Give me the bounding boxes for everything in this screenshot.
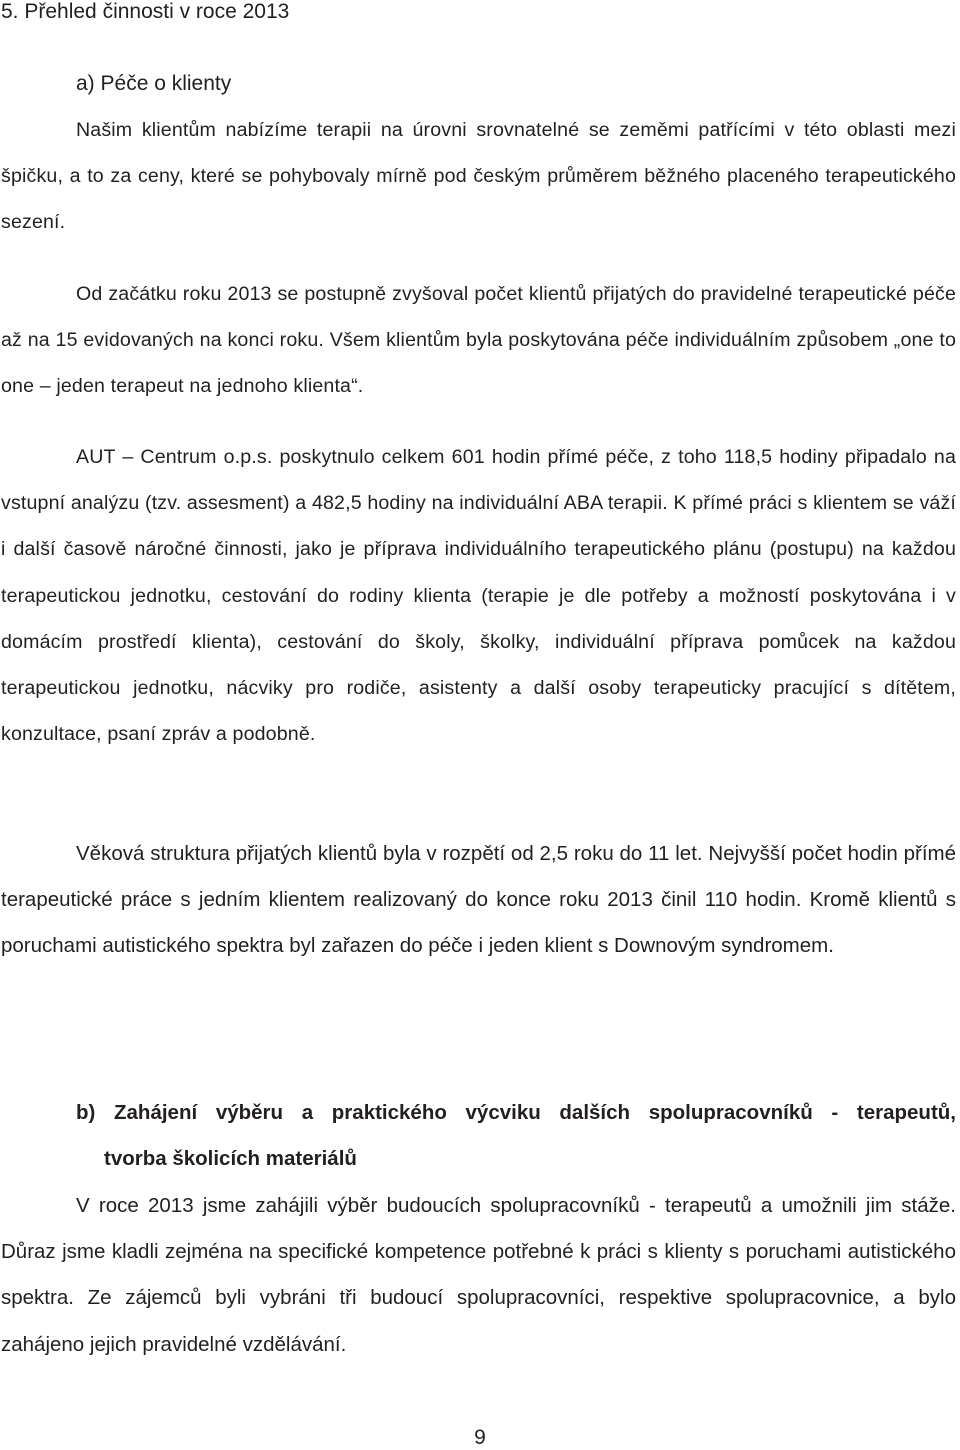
paragraph-a4: Věková struktura přijatých klientů byla v rozpětí od 2,5 roku do 11 let. Nejvyšší počet hodin přímé terapeutické práce s jedním klientem realizovaný do konce roku 2013 činil 110 hodin. Kromě klientů s poruchami autistického spektra byl zařazen do péče i jeden klient s Downovým syndromem. (1, 842, 956, 958)
section-title: 5. Přehled činnosti v roce 2013 (1, 0, 290, 23)
paragraph-a3: AUT – Centrum o.p.s. poskytnulo celkem 601 hodin přímé péče, z toho 118,5 hodiny připadalo na vstupní analýzu (tzv. assesment) a 482,5 hodiny na individuální ABA terapii. K přímé práci s klientem se váží i další časově náročné činnosti, jako je příprava individuálního terapeutického plánu (postupu) na každou terapeutickou jednotku, cestování do rodiny klienta (terapie je dle potřeby a možností poskytována i v domácím prostředí klienta), cestování do školy, školky, individuální příprava pomůcek na každou terapeutickou jednotku, nácviky pro rodiče, asistenty a další osoby terapeuticky pracující s dítětem, konzultace, psaní zpráv a podobně. (1, 446, 956, 746)
subsection-b-title-line1: b) Zahájení výběru a praktického výcviku dalších spolupracovníků - terapeutů, (76, 1101, 956, 1124)
paragraph-b1: V roce 2013 jsme zahájili výběr budoucích spolupracovníků - terapeutů a umožnili jim stáže. Důraz jsme kladli zejména na specifické kompetence potřebné k práci s klienty s poruchami autistického spektra. Ze zájemců byli vybráni tři budoucí spolupracovníci, respektive spolupracovnice, a bylo zahájeno jejich pravidelné vzdělávání. (1, 1194, 956, 1356)
subsection-b-title-line2: tvorba školicích materiálů (104, 1147, 357, 1170)
page-number: 9 (474, 1426, 486, 1449)
paragraph-a2: Od začátku roku 2013 se postupně zvyšoval počet klientů přijatých do pravidelné terapeutické péče až na 15 evidovaných na konci roku. Všem klientům byla poskytována péče individuálním způsobem „one to one – jeden terapeut na jednoho klienta“. (1, 283, 956, 398)
subsection-b-title (76, 1090, 956, 1182)
paragraph-a1: Našim klientům nabízíme terapii na úrovni srovnatelné se zeměmi patřícími v této oblasti mezi špičku, a to za ceny, které se pohybovaly mírně pod českým průměrem běžného placeného terapeutického sezení. (1, 119, 956, 234)
subsection-a-title: a) Péče o klienty (76, 72, 232, 95)
